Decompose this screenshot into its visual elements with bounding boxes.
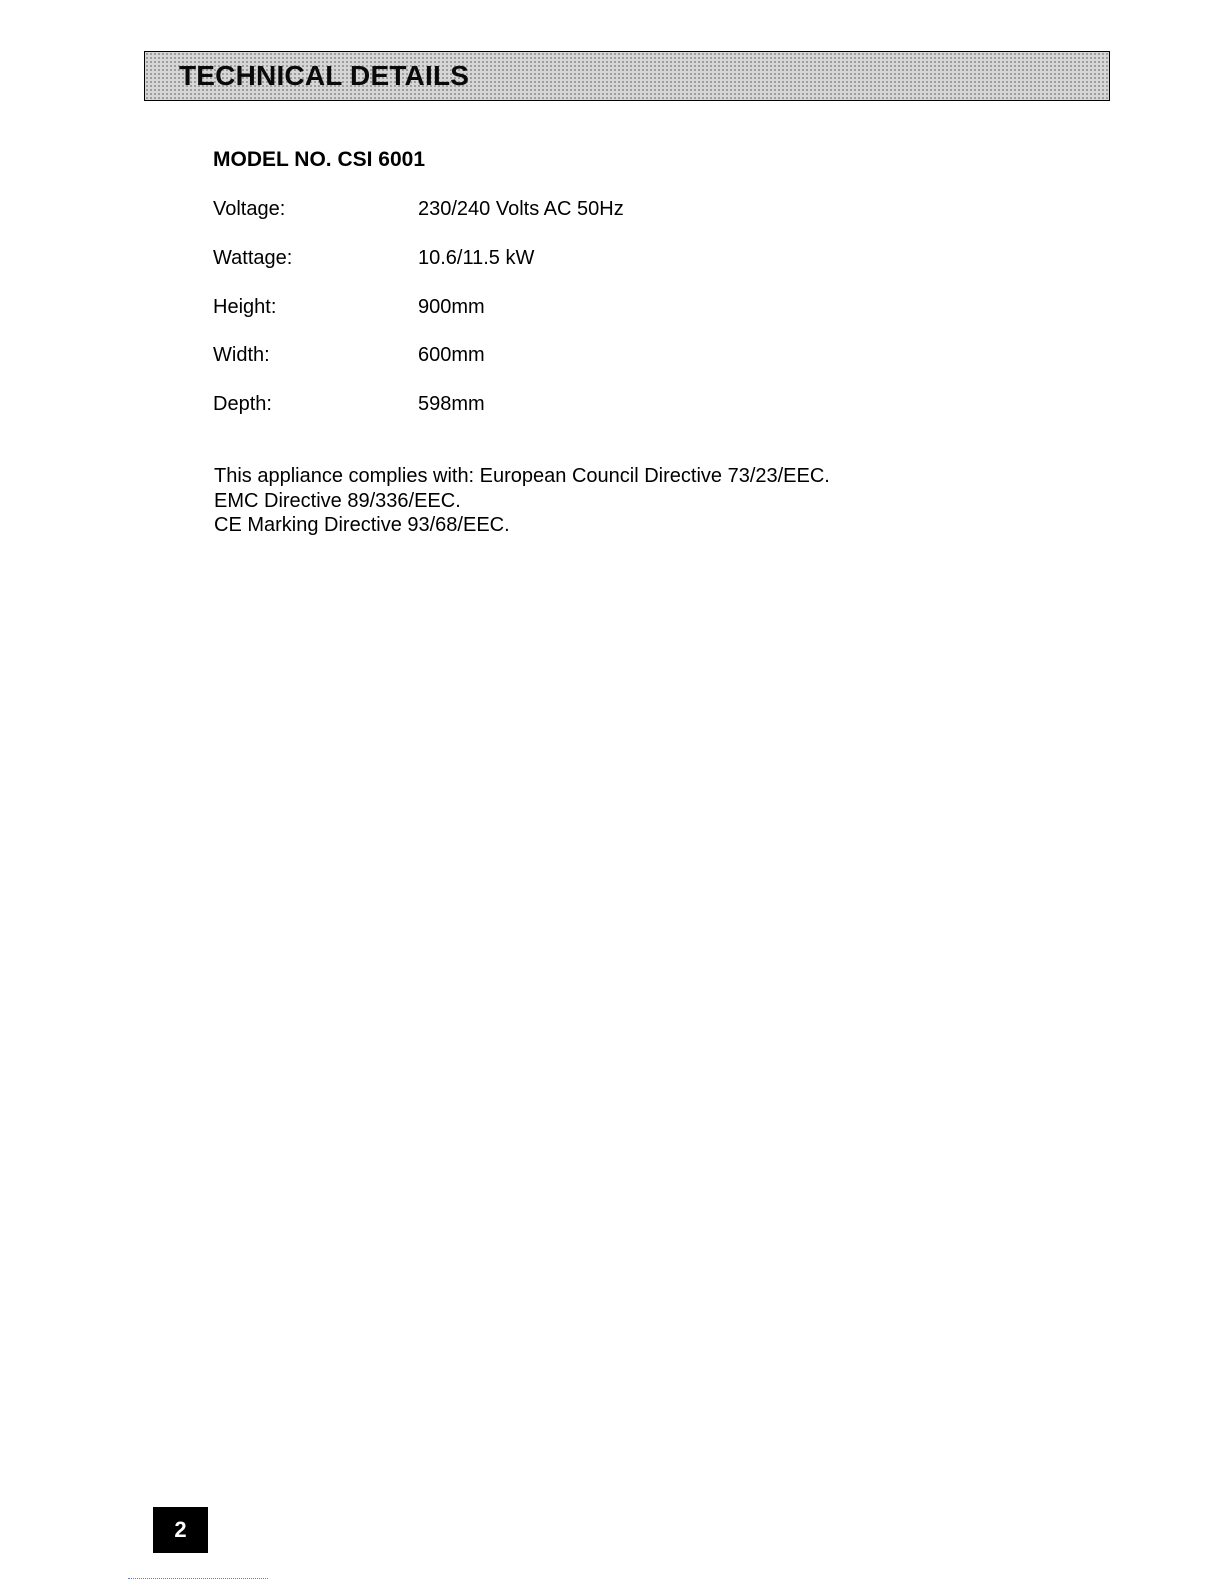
footer-dotted-rule: [128, 1578, 268, 1579]
spec-label: Depth:: [213, 393, 272, 415]
compliance-line: CE Marking Directive 93/68/EEC.: [214, 514, 510, 536]
spec-row-height: [213, 294, 813, 320]
spec-row-wattage: [213, 245, 813, 271]
spec-value: 598mm: [418, 393, 485, 415]
spec-value: 600mm: [418, 344, 485, 366]
spec-label: Height:: [213, 296, 277, 318]
spec-label: Voltage:: [213, 198, 286, 220]
page-number-badge: 2: [153, 1507, 208, 1553]
spec-value: 900mm: [418, 296, 485, 318]
compliance-statement: [214, 464, 830, 538]
compliance-line: EMC Directive 89/336/EEC.: [214, 489, 461, 512]
compliance-line: This appliance complies with: European Council Directive 73/23/EEC.: [214, 465, 830, 487]
spec-label: Width:: [213, 344, 270, 366]
model-number-heading: MODEL NO. CSI 6001: [213, 148, 426, 171]
section-title: TECHNICAL DETAILS: [179, 60, 470, 91]
spec-value: 10.6/11.5 kW: [418, 247, 535, 269]
spec-value: 230/240 Volts AC 50Hz: [418, 198, 624, 220]
spec-row-width: [213, 342, 813, 368]
spec-row-voltage: [213, 196, 813, 222]
section-header-band: [144, 51, 1110, 101]
spec-label: Wattage:: [213, 247, 293, 269]
spec-row-depth: [213, 391, 813, 417]
